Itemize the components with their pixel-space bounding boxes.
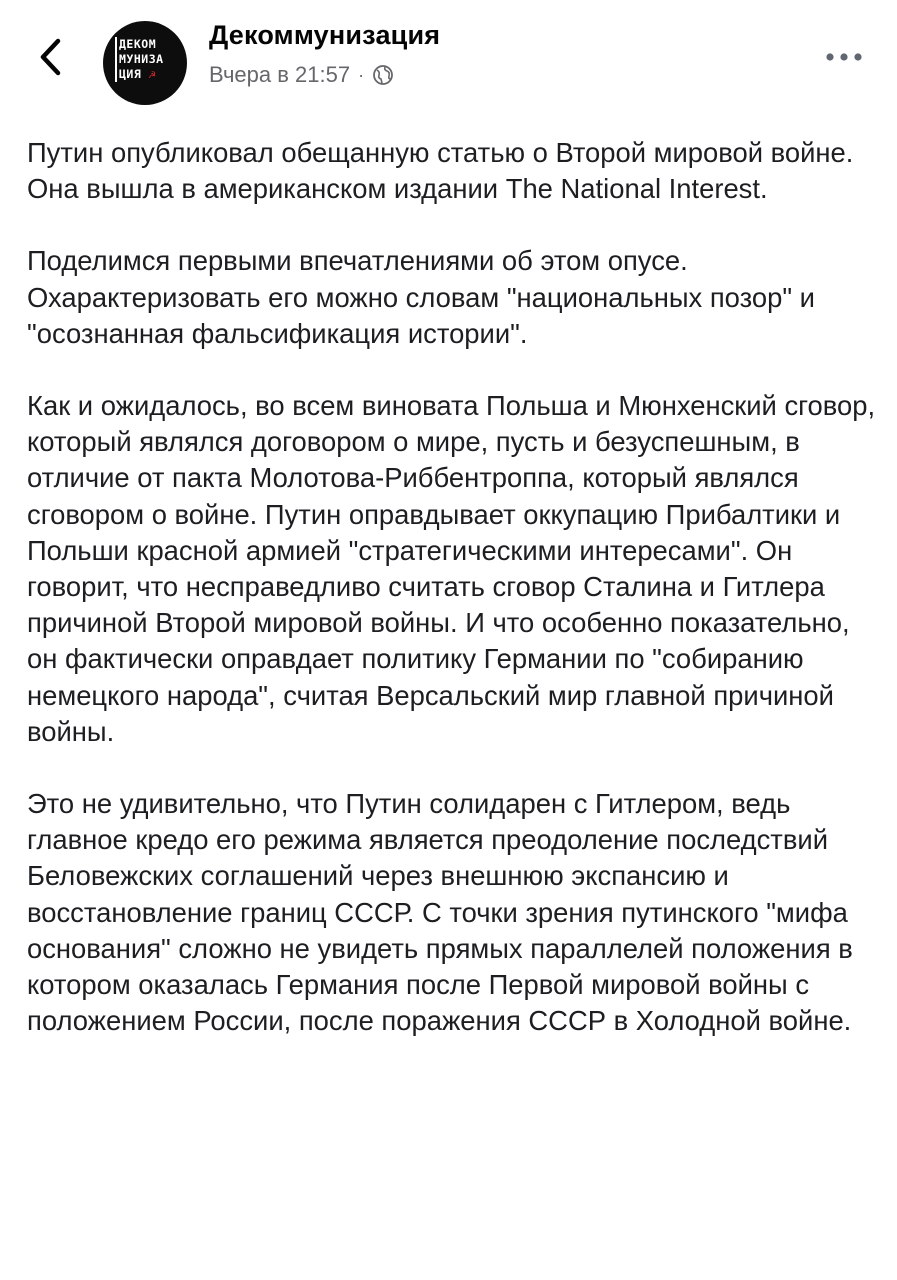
logo	[115, 37, 177, 82]
page-name-link[interactable]: Декоммунизация	[209, 20, 441, 50]
post-header	[0, 0, 897, 120]
logo-line-2: МУНИЗА	[115, 52, 177, 67]
logo-line-3: ЦИЯ ☭	[115, 67, 177, 82]
post-meta	[209, 62, 394, 88]
post-paragraph-3: Как и ожидалось, во всем виновата Польша и Мюнхенский сговор, который являлся договором о мире, пусть и безуспешным, в отличие от пакта Молотова-Риббентроппа, который являлся сговором о войне. Путин оправдывает оккупацию Прибалтики и Польши красной армией "стратегическими интересами". Он говорит, что несправедливо считать сговор Сталина и Гитлера причиной Второй мировой войны. И что особенно показательно, он фактически оправдает политику Германии по "собиранию немецкого народа", считая Версальский мир главной причиной войны.	[27, 390, 876, 747]
post-paragraph-1: Путин опубликовал обещанную статью о Второй мировой войне. Она вышла в американском издании The National Interest.	[27, 137, 854, 205]
post-timestamp[interactable]: Вчера в 21:57	[209, 62, 351, 87]
post-text	[27, 135, 877, 1075]
globe-icon	[372, 64, 394, 86]
meta-separator: ·	[358, 64, 365, 85]
hammer-sickle-icon: ☭	[148, 68, 156, 81]
post-paragraph-2: Поделимся первыми впечатлениями об этом опусе. Охарактеризовать его можно словам "национальных позор" и "осознанная фальсификация истории".	[27, 245, 815, 349]
post-paragraph-4: Это не удивительно, что Путин солидарен с Гитлером, ведь главное кредо его режима является преодоление последствий Беловежских соглашений через внешнюю экспансию и восстановление границ СССР. С точки зрения путинского "мифа основания" сложно не увидеть прямых параллелей положения в котором оказалась Германия после Первой мировой войны с положением России, после поражения СССР в Холодной войне.	[27, 788, 853, 1037]
page-avatar[interactable]	[103, 21, 187, 105]
more-options-button[interactable]	[822, 42, 866, 72]
chevron-left-icon	[38, 37, 62, 77]
back-button[interactable]	[30, 32, 70, 82]
ellipsis-icon	[824, 52, 864, 62]
logo-line-1: ДЕКОМ	[115, 37, 177, 52]
